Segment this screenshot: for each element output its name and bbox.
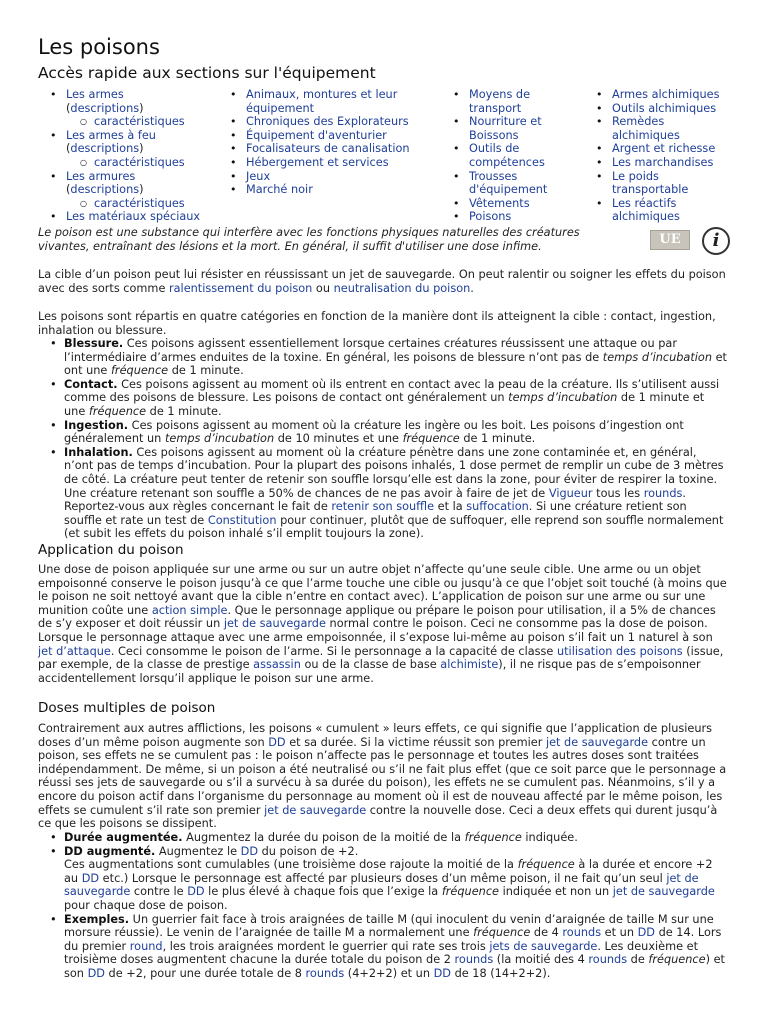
link-armes-a-feu-caracteristiques[interactable]: caractéristiques — [94, 155, 185, 169]
application-paragraph: Une dose de poison appliquée sur une arme ou sur un autre objet n’affecte qu’une seule cible. Une arme ou un objet empoisonné conserve le poison jusqu’à ce que l’arme touche une cible ou jusqu’à ce que l’objet soit touché (à moins que le poison ne soit nettoyé avant que la cible n’entre en contact avec). L’application de poison sur une arme ou sur une munition coûte une action simple. Que le personnage applique ou prépare le poison pour utilisation, il a 5% de chances de s’y exposer et doit réussir un jet de sauvegarde normal contre le poison. Ceci ne consomme pas la dose de poison. Lorsque le personnage attaque avec une arme empoisonnée, il s’expose lui-même au poison s’il fait un 1 naturel à son jet d’attaque. Ceci consomme le poison de l’arme. Si le personnage a la capacité de classe utilisation des poisons (issue, par exemple, de la classe de prestige assassin ou de la classe de base alchimiste), il ne risque pas de s’empoisonner accidentellement lorsqu’il applique le poison sur une arme. — [38, 563, 727, 685]
link-assassin[interactable]: assassin — [253, 658, 301, 672]
list-item — [469, 210, 569, 224]
link-poids[interactable]: Le poids transportable — [612, 169, 689, 197]
link-neutralisation-poison[interactable]: neutralisation du poison — [333, 281, 471, 295]
link-remedes[interactable]: Remèdes alchimiques — [612, 115, 680, 142]
list-item: • Ingestion. Ces poisons agissent au moment où la créature les ingère ou les boit. Les poisons d’ingestion ont généralement un temps d’incubation de 10 minutes et une fréquence de 1 minute. — [64, 419, 728, 446]
list-item — [246, 115, 426, 129]
link-dd[interactable]: DD — [87, 966, 105, 980]
link-dd[interactable]: DD — [81, 871, 100, 885]
list-item: • DD augmenté. Augmentez le DD du poison de +2. Ces augmentations sont cumulables (une troisième dose rajoute la moitié de la fréquence à la durée et encore +2 au DD etc.) Lorsque le personnage est affecté par plusieurs doses d’un même poison, il ne fait qu’un seul jet de sauvegarde contre le DD le plus élevé à chaque fois que l’exige la fréquence indiquée et non un jet de sauvegarde pour chaque dose de poison. — [64, 845, 728, 913]
list-item — [469, 115, 569, 142]
link-les-armes[interactable]: Les armes — [66, 88, 124, 101]
ue-badge[interactable]: UE — [650, 230, 690, 250]
quick-access-col-4 — [612, 88, 732, 224]
link-armes-a-feu[interactable]: Les armes à feu — [66, 128, 156, 142]
categories-paragraph: Les poisons sont répartis en quatre catégories en fonction de la manière dont ils atteignent la cible : contact, ingestion, inhalation ou blessure. — [38, 310, 716, 337]
quick-access-col-3 — [469, 88, 569, 224]
link-transport[interactable]: Moyens de transport — [469, 88, 531, 115]
link-armures-caracteristiques[interactable]: caractéristiques — [94, 196, 185, 210]
doses-heading: Doses multiples de poison — [38, 700, 216, 716]
link-dd[interactable]: DD — [433, 966, 451, 980]
list-item: • Inhalation. Ces poisons agissent au moment où la créature pénètre dans une zone contaminée et, en général, n’ont pas de temps d’incubation. Pour la plupart des poisons inhalés, 1 dose permet de remplir un cube de 3 mètres de côté. La créature peut tenter de retenir son souffle lorsqu’elle est dans la zone, pour éviter de respirer la toxine. Une créature retenant son souffle a 50% de chances de ne pas avoir à faire de jet de Vigueur tous les rounds. Reportez-vous aux règles concernant le fait de retenir son souffle et la suffocation. Si une créature retient son souffle et rate un test de Constitution pour continuer, plutôt que de suffoquer, elle reprend son souffle normalement (et subit les effets du poison inhalé s’il emplit toujours la zone). — [64, 446, 728, 541]
link-marchandises[interactable]: Les marchandises — [612, 155, 714, 169]
link-jets-sauvegarde[interactable]: jets de sauvegarde — [489, 939, 598, 953]
link-marche-noir[interactable]: Marché noir — [246, 183, 313, 197]
link-nourriture[interactable]: Nourriture et Boissons — [469, 115, 542, 142]
list-item: • Les armes (descriptions) ○ caractéristiques — [66, 88, 226, 129]
list-item — [246, 156, 426, 170]
link-suffocation[interactable]: suffocation — [466, 500, 529, 514]
link-utilisation-poisons[interactable]: utilisation des poisons — [556, 644, 683, 658]
link-armes-alchimiques[interactable]: Armes alchimiques — [612, 88, 720, 101]
sub-list-item — [66, 115, 226, 129]
link-outils-alchimiques[interactable]: Outils alchimiques — [612, 101, 717, 115]
sub-list-item — [66, 156, 226, 170]
application-heading: Application du poison — [38, 542, 184, 558]
sub-list-item — [66, 197, 226, 211]
list-item — [612, 142, 732, 156]
link-rounds[interactable]: rounds — [562, 926, 602, 940]
link-equipement-aventurier[interactable]: Équipement d'aventurier — [246, 128, 387, 142]
link-jeux[interactable]: Jeux — [246, 169, 271, 183]
list-item — [612, 102, 732, 116]
link-alchimiste[interactable]: alchimiste — [440, 658, 499, 672]
list-item — [246, 88, 426, 115]
list-item: • Les armures (descriptions) ○ caractéristiques — [66, 170, 226, 211]
page-title: Les poisons — [38, 35, 160, 59]
quick-access-col-2 — [246, 88, 426, 197]
link-animaux[interactable]: Animaux, montures et leur équipement — [246, 88, 398, 115]
list-item: • Les armes à feu (descriptions) ○ caractéristiques — [66, 129, 226, 170]
link-jet-sauvegarde[interactable]: jet de sauvegarde — [223, 617, 326, 631]
list-item — [612, 115, 732, 142]
list-item — [246, 142, 426, 156]
doses-list — [64, 831, 728, 981]
list-item — [469, 197, 569, 211]
list-item — [612, 88, 732, 102]
list-item — [469, 170, 569, 197]
list-item — [246, 129, 426, 143]
link-argent[interactable]: Argent et richesse — [612, 142, 716, 156]
link-rounds[interactable]: rounds — [588, 953, 628, 967]
link-dd[interactable]: DD — [268, 735, 286, 749]
link-vetements[interactable]: Vêtements — [469, 196, 530, 210]
quick-access-col-1 — [66, 88, 226, 224]
list-item — [469, 88, 569, 115]
link-reactifs[interactable]: Les réactifs alchimiques — [612, 196, 680, 224]
link-jet-sauvegarde[interactable]: jet de sauvegarde — [612, 885, 715, 899]
categories-list — [64, 337, 728, 541]
link-armures-descriptions[interactable]: descriptions — [70, 183, 140, 197]
link-armes-descriptions[interactable]: descriptions — [70, 101, 140, 115]
list-item — [246, 170, 426, 184]
link-armes-caracteristiques[interactable]: caractéristiques — [94, 115, 185, 129]
list-item — [612, 197, 732, 224]
link-rounds[interactable]: rounds — [454, 953, 494, 967]
link-poisons[interactable]: Poisons — [469, 210, 512, 224]
link-retenir-souffle[interactable]: retenir son souffle — [331, 500, 435, 514]
list-item — [66, 210, 226, 224]
list-item: • Durée augmentée. Augmentez la durée du poison de la moitié de la fréquence indiquée. — [64, 831, 728, 845]
list-item: • Blessure. Ces poisons agissent essentiellement lorsque certaines créatures réussissent une attaque ou par l’intermédiaire d’armes enduites de la toxine. En général, les poisons de blessure n’ont pas de temps d’incubation et ont une fréquence de 1 minute. — [64, 337, 728, 378]
list-item: • Contact. Ces poisons agissent au moment où ils entrent en contact avec la peau de la créature. Ils s’utilisent aussi comme des poisons de blessure. Les poisons de contact ont généralement un temps d’incubation de 1 minute et une fréquence de 1 minute. — [64, 378, 728, 419]
link-focalisateurs[interactable]: Focalisateurs de canalisation — [246, 142, 410, 156]
link-hebergement[interactable]: Hébergement et services — [246, 155, 389, 169]
list-item — [612, 156, 732, 170]
link-round[interactable]: round — [129, 939, 163, 953]
list-item — [246, 183, 426, 197]
link-dd[interactable]: DD — [637, 926, 655, 940]
list-item: • Exemples. Un guerrier fait face à trois araignées de taille M (qui inoculent du venin d’araignée de taille M sur une morsure réussie). Le venin de l’araignée de taille M a normalement une fréquence de 4 rounds et un DD de 14. Lors du premier round, les trois araignées mordent le guerrier qui rate ses trois jets de sauvegarde. Les deuxième et troisième doses augmentent chacune la durée totale du poison de 2 rounds (la moitié des 4 rounds de fréquence) et son DD de +2, pour une durée totale de 8 rounds (4+2+2) et un DD de 18 (14+2+2). — [64, 913, 728, 981]
link-jet-sauvegarde[interactable]: jet de sauvegarde — [64, 871, 699, 899]
intro-text: Le poison est une substance qui interfère avec les fonctions physiques naturelles des créatures vivantes, entraînant des lésions et la mort. En général, il suffit d'utiliser une dose infime. — [38, 226, 580, 253]
link-trousses[interactable]: Trousses d'équipement — [469, 169, 548, 197]
link-outils-competences[interactable]: Outils de compétences — [469, 142, 545, 169]
link-rounds[interactable]: rounds — [305, 966, 345, 980]
link-jet-attaque[interactable]: jet d’attaque — [38, 644, 111, 658]
link-ralentissement-poison[interactable]: ralentissement du poison — [168, 281, 313, 295]
link-jet-sauvegarde[interactable]: jet de sauvegarde — [264, 803, 367, 817]
resistance-paragraph: La cible d’un poison peut lui résister en réussissant un jet de sauvegarde. On peut ralentir ou soigner les effets du poison avec des sorts comme ralentissement du poison ou neutralisation du poison. — [38, 268, 726, 295]
link-armes-a-feu-descriptions[interactable]: descriptions — [70, 142, 140, 156]
doses-paragraph: Contrairement aux autres afflictions, les poisons « cumulent » leurs effets, ce qui signifie que l’application de plusieurs doses d’un même poison augmente son DD et sa durée. Si la victime réussit son premier jet de sauvegarde contre un poison, ses effets ne se cumulent pas : le poison n’affecte pas le personnage et toutes les autres doses sont traitées indépendamment. De même, si un poison a été neutralisé ou s’il ne fait plus effet (que ce soit parce que le personnage a réussi ses jets de sauvegarde ou s’il a survécu à sa durée du poison), les effets ne se cumulent pas. Néanmoins, s’il y a encore du poison actif dans l’organisme du personnage au moment où il est de nouveau affecté par le même poison, les effets se cumulent s’il rate son premier jet de sauvegarde contre la nouvelle dose. Ceci a deux effets qui durent jusqu’à ce que les poisons se dissipent. — [38, 722, 727, 831]
link-armures[interactable]: Les armures — [66, 169, 136, 183]
link-dd[interactable]: DD — [240, 844, 259, 858]
list-item — [469, 142, 569, 169]
link-vigueur[interactable]: Vigueur — [548, 486, 593, 500]
link-jet-sauvegarde[interactable]: jet de sauvegarde — [545, 735, 649, 749]
link-constitution[interactable]: Constitution — [207, 513, 277, 527]
link-materiaux-speciaux[interactable]: Les matériaux spéciaux — [66, 210, 201, 224]
link-rounds[interactable]: rounds — [643, 486, 683, 500]
link-dd[interactable]: DD — [187, 885, 205, 899]
list-item — [612, 170, 732, 197]
link-action-simple[interactable]: action simple — [151, 603, 228, 617]
quick-access-heading: Accès rapide aux sections sur l'équipement — [38, 64, 376, 82]
info-icon[interactable]: i — [702, 227, 730, 255]
link-chroniques[interactable]: Chroniques des Explorateurs — [246, 115, 409, 129]
